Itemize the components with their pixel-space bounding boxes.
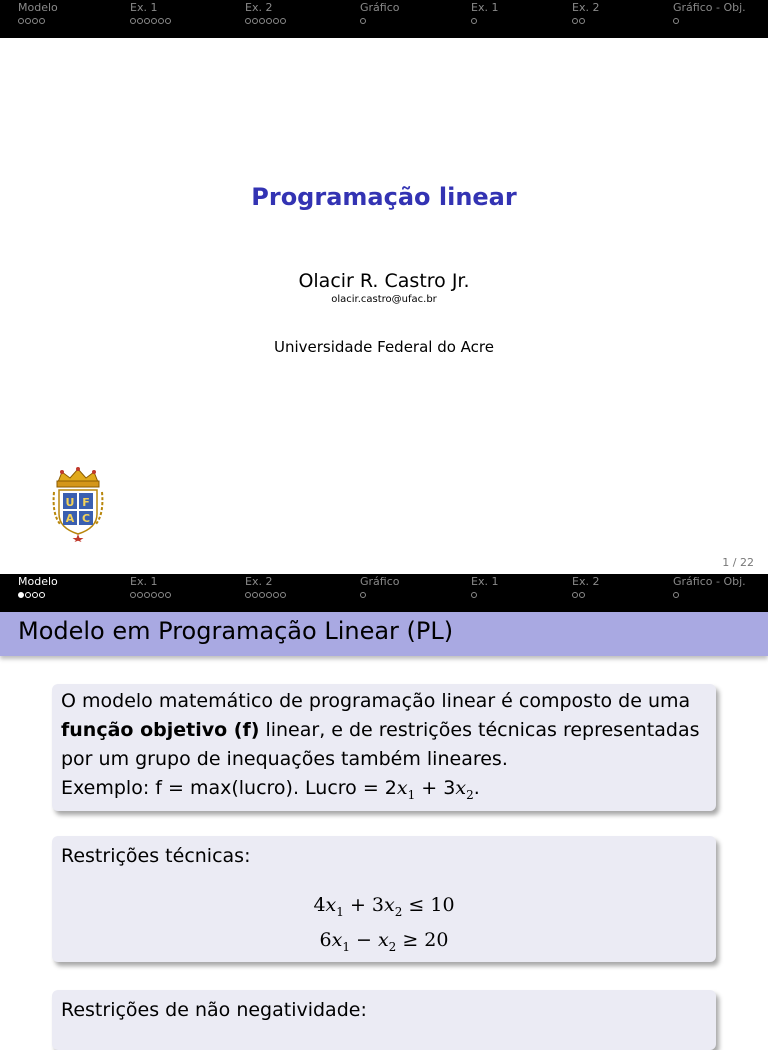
ufac-logo [48,466,108,542]
nav-label[interactable]: Ex. 1 [130,1,158,14]
frame-dot[interactable] [245,592,251,598]
frame-dot[interactable] [39,592,45,598]
frame-dot[interactable] [151,592,157,598]
presentation-title: Programação linear [251,183,517,211]
nav-dots [471,592,478,602]
nav-label[interactable]: Ex. 2 [245,1,273,14]
technical-constraints-block [52,836,716,962]
frame-dot[interactable] [137,592,143,598]
example-end: . [473,777,480,799]
nav-label[interactable]: Gráfico [360,575,400,588]
frame-dot[interactable] [245,18,251,24]
frame-title-bar [0,612,768,656]
frame-dot[interactable] [579,18,585,24]
nav-dots [360,592,367,602]
operator: + 3 [343,894,384,916]
coef: 4 [313,894,326,916]
nav-dots [130,18,172,28]
nav-label[interactable]: Ex. 2 [572,575,600,588]
block-text: por um grupo de inequações também lineares. [61,748,508,770]
frame-dot[interactable] [673,18,679,24]
nav-dots [245,18,287,28]
frame-dot[interactable] [360,592,366,598]
bold-term: função objetivo (f) [61,719,260,741]
content-slide [0,612,768,1024]
frame-dot[interactable] [252,592,258,598]
block-text: O modelo matemático de programação linear é composto de uma [61,690,691,712]
frame-dot[interactable] [32,592,38,598]
frame-dot[interactable] [579,592,585,598]
nav-label[interactable]: Ex. 1 [471,1,499,14]
frame-dot[interactable] [273,18,279,24]
nav-dots [130,592,172,602]
frame-dot[interactable] [572,592,578,598]
author-name: Olacir R. Castro Jr. [298,270,470,292]
nonnegativity-block [52,990,716,1050]
nav-label[interactable]: Gráfico [360,1,400,14]
frame-dot[interactable] [252,18,258,24]
nav-label[interactable]: Ex. 2 [572,1,600,14]
frame-dot[interactable] [471,18,477,24]
nav-label[interactable]: Ex. 1 [130,575,158,588]
frame-dot[interactable] [158,18,164,24]
block-text [52,716,716,745]
navigation-bar [0,574,768,612]
institute-name: Universidade Federal do Acre [274,338,494,356]
frame-dot[interactable] [18,18,24,24]
frame-dot[interactable] [130,592,136,598]
nav-dots [245,592,287,602]
frame-dot[interactable] [165,592,171,598]
block-text-rest: linear, e de restrições técnicas representadas [259,719,700,741]
relation: ≥ 20 [396,929,449,951]
frame-dot[interactable] [280,592,286,598]
nav-label[interactable]: Ex. 2 [245,575,273,588]
nav-dots [572,18,586,28]
nav-label[interactable]: Modelo [18,575,58,588]
nav-label[interactable]: Gráfico - Obj. [673,1,746,14]
frame-dot[interactable] [673,592,679,598]
frame-dot[interactable] [158,592,164,598]
author-email: olacir.castro@ufac.br [331,294,437,305]
operator: − [349,929,378,951]
nav-label[interactable]: Modelo [18,1,58,14]
nav-dots [572,592,586,602]
frame-dot[interactable] [266,18,272,24]
frame-dot[interactable] [471,592,477,598]
relation: ≤ 10 [402,894,455,916]
inequality-2: $6x_1 - x_2 \ge 20$ [319,929,449,954]
logo-letter: A [65,512,75,525]
frame-dot[interactable] [32,18,38,24]
frame-dot[interactable] [137,18,143,24]
example-line: Exemplo: f = max(lucro). Lucro = $2x_1 + 3x_2$. [61,777,480,802]
frame-dot-current[interactable] [18,592,24,598]
frame-dot[interactable] [25,592,31,598]
nav-dots [18,18,46,28]
frame-dot[interactable] [280,18,286,24]
frame-dot[interactable] [259,18,265,24]
definition-block [52,684,716,811]
logo-letter: C [81,512,91,525]
frame-dot[interactable] [130,18,136,24]
page-number: 1 / 22 [722,556,754,569]
block-lead: Restrições de não negatividade: [61,999,367,1021]
frame-dot[interactable] [273,592,279,598]
frame-title: Modelo em Programação Linear (PL) [18,617,454,645]
logo-letter: F [82,496,90,509]
example-prefix: Exemplo: f = max(lucro). Lucro = 2 [61,777,397,799]
coef: 6 [319,929,332,951]
logo-letter: U [65,496,75,509]
nav-dots [471,18,478,28]
nav-label[interactable]: Ex. 1 [471,575,499,588]
nav-dots [673,592,680,602]
frame-dot[interactable] [144,18,150,24]
nav-dots [18,592,46,602]
frame-dot[interactable] [25,18,31,24]
nav-label[interactable]: Gráfico - Obj. [673,575,746,588]
nav-dots [673,18,680,28]
inequality-1: $4x_1 + 3x_2 \le 10$ [313,894,455,919]
frame-dot[interactable] [259,592,265,598]
frame-dot[interactable] [266,592,272,598]
navigation-bar [0,0,768,38]
nav-dots [360,18,367,28]
frame-dot[interactable] [572,18,578,24]
frame-dot[interactable] [39,18,45,24]
frame-dot[interactable] [151,18,157,24]
block-lead: Restrições técnicas: [61,845,251,867]
title-slide [0,38,768,574]
example-mid: + 3 [415,777,456,799]
frame-dot[interactable] [165,18,171,24]
frame-dot[interactable] [144,592,150,598]
frame-dot[interactable] [360,18,366,24]
